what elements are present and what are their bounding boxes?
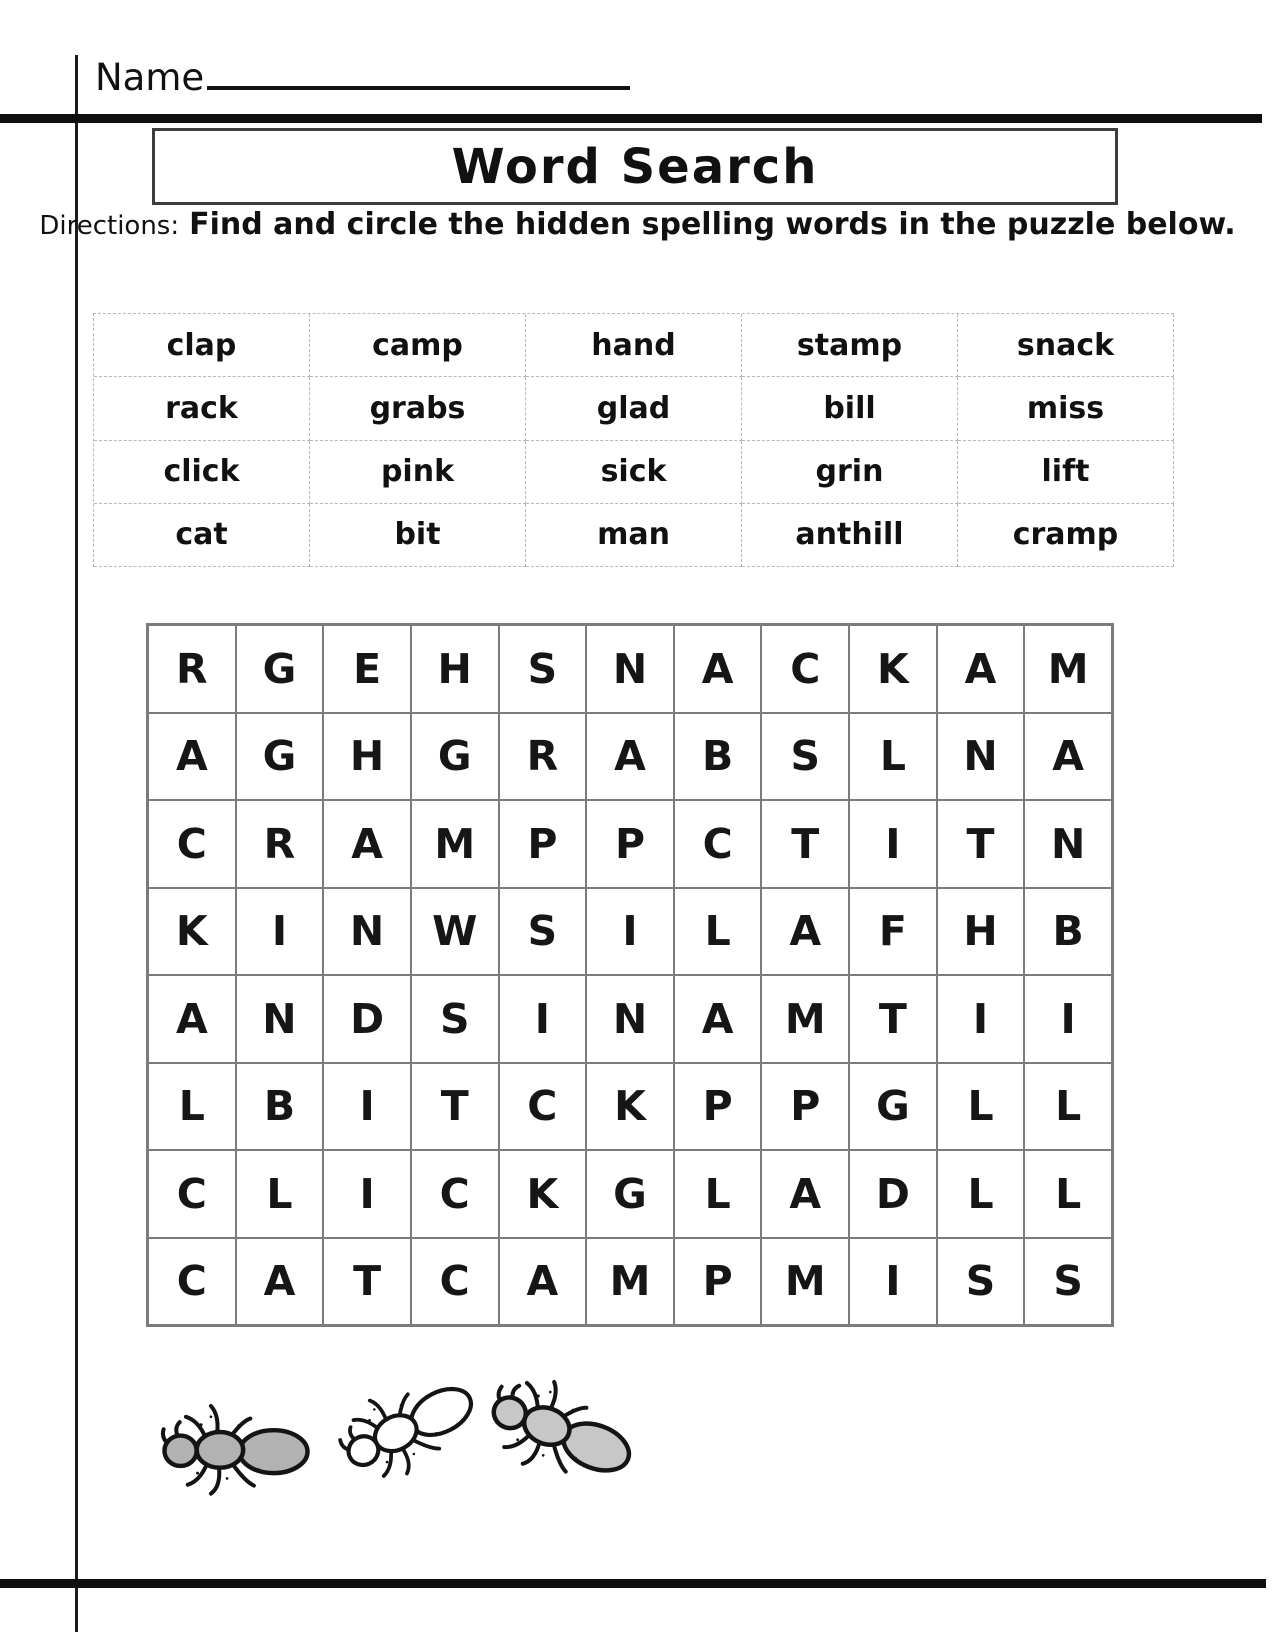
puzzle-letter-cell: A	[499, 1238, 587, 1326]
puzzle-letter-cell: E	[323, 625, 411, 713]
puzzle-letter-cell: A	[236, 1238, 324, 1326]
puzzle-letter-cell: S	[1024, 1238, 1112, 1326]
puzzle-letter-cell: N	[937, 713, 1025, 801]
title-box	[152, 128, 1118, 205]
word-list-item: glad	[526, 377, 742, 440]
puzzle-letter-cell: L	[937, 1150, 1025, 1238]
puzzle-letter-cell: S	[937, 1238, 1025, 1326]
puzzle-letter-cell: L	[937, 1063, 1025, 1151]
puzzle-letter-cell: I	[849, 1238, 937, 1326]
word-list-item: grin	[742, 441, 958, 504]
puzzle-letter-cell: L	[148, 1063, 236, 1151]
puzzle-letter-cell: M	[1024, 625, 1112, 713]
word-list-item: camp	[310, 314, 526, 377]
name-row	[95, 44, 630, 99]
puzzle-letter-cell: C	[148, 1150, 236, 1238]
page-title: Word Search	[451, 138, 819, 195]
word-list-item: click	[94, 441, 310, 504]
left-margin-line	[75, 55, 78, 1632]
word-list-item: stamp	[742, 314, 958, 377]
puzzle-letter-cell: I	[323, 1150, 411, 1238]
puzzle-letter-cell: G	[236, 713, 324, 801]
puzzle-letter-cell: P	[674, 1063, 762, 1151]
puzzle-letter-cell: L	[1024, 1150, 1112, 1238]
bottom-rule-line	[0, 1579, 1266, 1588]
puzzle-letter-cell: F	[849, 888, 937, 976]
puzzle-letter-cell: I	[323, 1063, 411, 1151]
directions-label: Directions:	[39, 211, 180, 241]
puzzle-letter-cell: L	[674, 1150, 762, 1238]
puzzle-letter-cell: P	[761, 1063, 849, 1151]
puzzle-letter-cell: K	[849, 625, 937, 713]
puzzle-letter-cell: N	[323, 888, 411, 976]
puzzle-letter-cell: T	[411, 1063, 499, 1151]
puzzle-letter-cell: C	[411, 1150, 499, 1238]
puzzle-letter-cell: T	[849, 975, 937, 1063]
puzzle-letter-cell: K	[499, 1150, 587, 1238]
word-list-table	[93, 313, 1174, 567]
puzzle-letter-cell: A	[761, 1150, 849, 1238]
puzzle-letter-cell: N	[236, 975, 324, 1063]
puzzle-letter-cell: P	[499, 800, 587, 888]
puzzle-letter-cell: R	[499, 713, 587, 801]
ant-icon	[160, 1398, 312, 1501]
puzzle-grid	[146, 623, 1114, 1327]
puzzle-letter-cell: S	[499, 888, 587, 976]
puzzle-letter-cell: A	[674, 975, 762, 1063]
ant-icon	[324, 1351, 494, 1501]
puzzle-letter-cell: G	[411, 713, 499, 801]
puzzle-letter-cell: C	[761, 625, 849, 713]
puzzle-letter-cell: B	[236, 1063, 324, 1151]
puzzle-letter-cell: L	[674, 888, 762, 976]
puzzle-letter-cell: K	[148, 888, 236, 976]
puzzle-letter-cell: A	[761, 888, 849, 976]
puzzle-letter-cell: M	[761, 975, 849, 1063]
word-list-item: pink	[310, 441, 526, 504]
puzzle-letter-cell: A	[586, 713, 674, 801]
puzzle-letter-cell: C	[148, 800, 236, 888]
word-list-item: bill	[742, 377, 958, 440]
puzzle-letter-cell: R	[236, 800, 324, 888]
name-blank-line	[207, 44, 630, 90]
puzzle-letter-cell: W	[411, 888, 499, 976]
puzzle-letter-cell: N	[586, 625, 674, 713]
word-list-item: anthill	[742, 504, 958, 567]
puzzle-letter-cell: A	[674, 625, 762, 713]
puzzle-letter-cell: G	[236, 625, 324, 713]
puzzle-letter-cell: I	[937, 975, 1025, 1063]
puzzle-letter-cell: H	[323, 713, 411, 801]
word-list-item: snack	[958, 314, 1174, 377]
word-list-item: hand	[526, 314, 742, 377]
puzzle-letter-cell: I	[236, 888, 324, 976]
puzzle-letter-cell: L	[1024, 1063, 1112, 1151]
puzzle-letter-cell: D	[849, 1150, 937, 1238]
puzzle-letter-cell: T	[323, 1238, 411, 1326]
puzzle-letter-cell: S	[499, 625, 587, 713]
puzzle-letter-cell: I	[849, 800, 937, 888]
puzzle-letter-cell: B	[674, 713, 762, 801]
puzzle-letter-cell: T	[937, 800, 1025, 888]
puzzle-letter-cell: A	[148, 975, 236, 1063]
directions-text: Find and circle the hidden spelling words in the puzzle below.	[189, 207, 1236, 242]
puzzle-letter-cell: H	[411, 625, 499, 713]
puzzle-letter-cell: L	[236, 1150, 324, 1238]
word-list-item: man	[526, 504, 742, 567]
puzzle-letter-cell: A	[323, 800, 411, 888]
puzzle-letter-cell: B	[1024, 888, 1112, 976]
ant-icon	[473, 1356, 652, 1506]
puzzle-letter-cell: M	[761, 1238, 849, 1326]
puzzle-letter-cell: C	[148, 1238, 236, 1326]
word-list-item: rack	[94, 377, 310, 440]
directions	[0, 207, 1275, 242]
puzzle-letter-cell: M	[586, 1238, 674, 1326]
puzzle-letter-cell: I	[586, 888, 674, 976]
puzzle-letter-cell: P	[586, 800, 674, 888]
puzzle-letter-cell: R	[148, 625, 236, 713]
word-list-item: cramp	[958, 504, 1174, 567]
word-list-item: cat	[94, 504, 310, 567]
name-label: Name	[95, 56, 205, 99]
puzzle-letter-cell: N	[586, 975, 674, 1063]
puzzle-letter-cell: S	[411, 975, 499, 1063]
puzzle-letter-cell: S	[761, 713, 849, 801]
puzzle-letter-cell: G	[586, 1150, 674, 1238]
word-list-item: clap	[94, 314, 310, 377]
puzzle-letter-cell: M	[411, 800, 499, 888]
puzzle-letter-cell: C	[411, 1238, 499, 1326]
word-list-item: lift	[958, 441, 1174, 504]
top-rule-line	[0, 114, 1262, 123]
puzzle-letter-cell: I	[1024, 975, 1112, 1063]
puzzle-letter-cell: A	[937, 625, 1025, 713]
puzzle-letter-cell: I	[499, 975, 587, 1063]
word-list-item: grabs	[310, 377, 526, 440]
puzzle-letter-cell: K	[586, 1063, 674, 1151]
puzzle-letter-cell: D	[323, 975, 411, 1063]
puzzle-letter-cell: L	[849, 713, 937, 801]
puzzle-letter-cell: P	[674, 1238, 762, 1326]
puzzle-letter-cell: C	[674, 800, 762, 888]
puzzle-letter-cell: C	[499, 1063, 587, 1151]
word-list-item: miss	[958, 377, 1174, 440]
word-list-item: bit	[310, 504, 526, 567]
word-list-item: sick	[526, 441, 742, 504]
puzzle-letter-cell: N	[1024, 800, 1112, 888]
puzzle-letter-cell: A	[1024, 713, 1112, 801]
puzzle-letter-cell: T	[761, 800, 849, 888]
puzzle-letter-cell: G	[849, 1063, 937, 1151]
puzzle-letter-cell: A	[148, 713, 236, 801]
puzzle-letter-cell: H	[937, 888, 1025, 976]
